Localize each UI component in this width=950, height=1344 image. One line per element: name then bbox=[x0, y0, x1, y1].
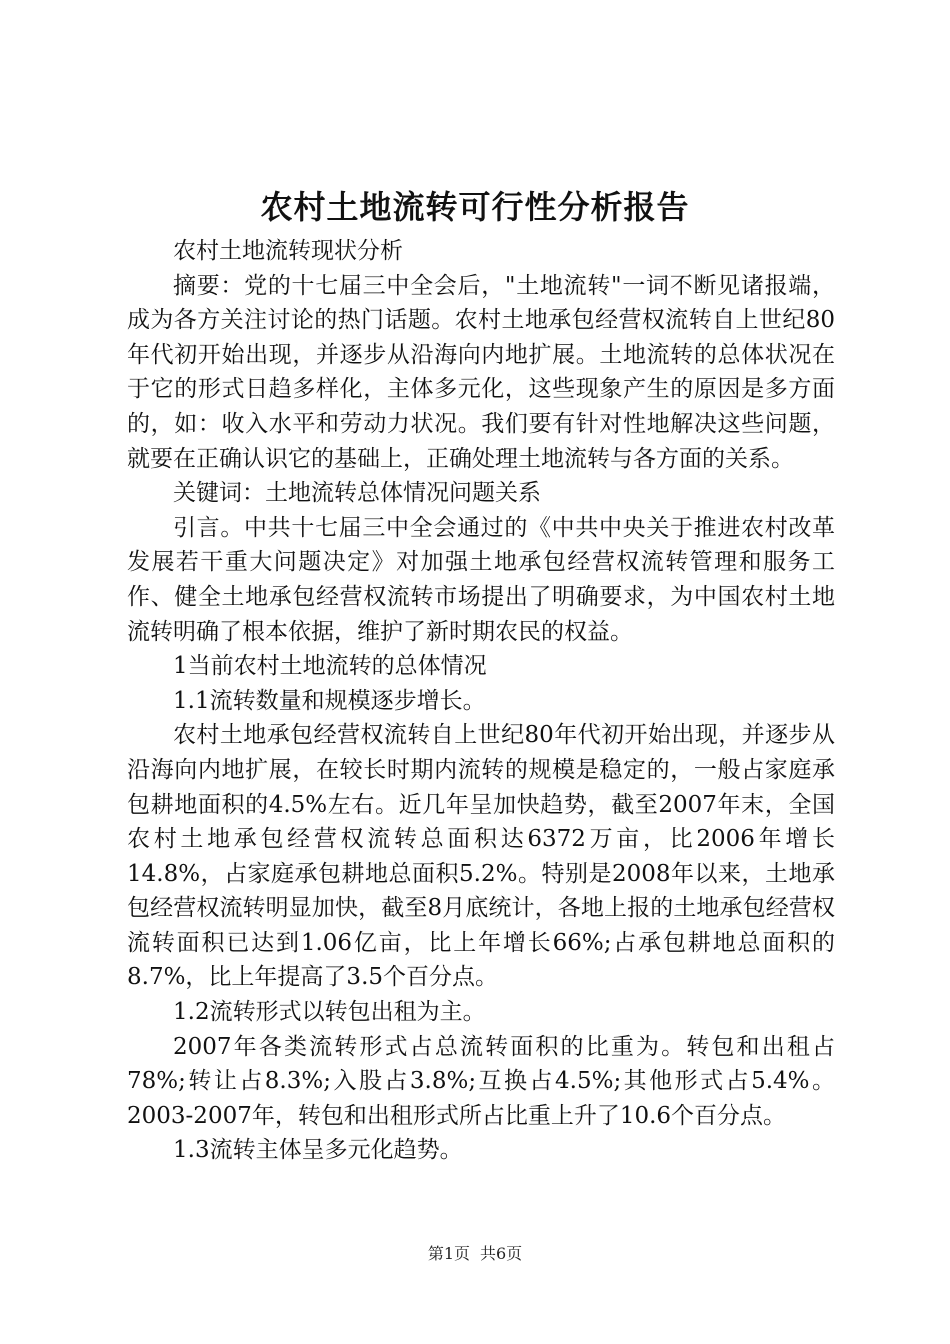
page-footer bbox=[0, 1244, 950, 1264]
document-body bbox=[127, 234, 835, 1168]
subsection-heading-1-3: 1.3流转主体呈多元化趋势。 bbox=[173, 1137, 463, 1164]
subsection-heading-1-1: 1.1流转数量和规模逐步增长。 bbox=[173, 687, 486, 714]
section-heading-1: 1当前农村土地流转的总体情况 bbox=[173, 653, 487, 680]
document-title: 农村土地流转可行性分析报告 bbox=[260, 188, 690, 226]
subsection-heading-1-2: 1.2流转形式以转包出租为主。 bbox=[173, 999, 486, 1026]
page-number: 第1页 bbox=[427, 1244, 470, 1263]
body-paragraph: 2007年各类流转形式占总流转面积的比重为。转包和出租占78%;转让占8.3%;入股占3.8%;互换占4.5%;其他形式占5.4%。2003-2007年，转包和出租形式所占比重上升了10.6个百分点。 bbox=[127, 1033, 835, 1129]
body-paragraph: 农村土地承包经营权流转自上世纪80年代初开始出现，并逐步从沿海向内地扩展，在较长时期内流转的规模是稳定的，一般占家庭承包耕地面积的4.5%左右。近几年呈加快趋势，截至2007年末，全国农村土地承包经营权流转总面积达6372万亩，比2006年增长14.8%，占家庭承包耕地总面积5.2%。特别是2008年以来，土地承包经营权流转明显加快，截至8月底统计，各地上报的土地承包经营权流转面积已达到1.06亿亩，比上年增长66%;占承包耕地总面积的8.7%，比上年提高了3.5个百分点。 bbox=[127, 722, 835, 991]
section-heading: 农村土地流转现状分析 bbox=[173, 238, 403, 264]
page-total: 共6页 bbox=[480, 1244, 523, 1263]
introduction-paragraph: 引言。中共十七届三中全会通过的《中共中央关于推进农村改革发展若干重大问题决定》对加强土地承包经营权流转管理和服务工作、健全土地承包经营权流转市场提出了明确要求，为中国农村土地流转明确了根本依据，维护了新时期农民的权益。 bbox=[127, 514, 835, 645]
keywords-paragraph: 关键词：土地流转总体情况问题关系 bbox=[173, 480, 541, 507]
abstract-paragraph: 摘要：党的十七届三中全会后，"土地流转"一词不断见诸报端，成为各方关注讨论的热门话题。农村土地承包经营权流转自上世纪80年代初开始出现，并逐步从沿海向内地扩展。土地流转的总体状况在于它的形式日趋多样化，主体多元化，这些现象产生的原因是多方面的，如：收入水平和劳动力状况。我们要有针对性地解决这些问题，就要在正确认识它的基础上，正确处理土地流转与各方面的关系。 bbox=[127, 272, 835, 472]
